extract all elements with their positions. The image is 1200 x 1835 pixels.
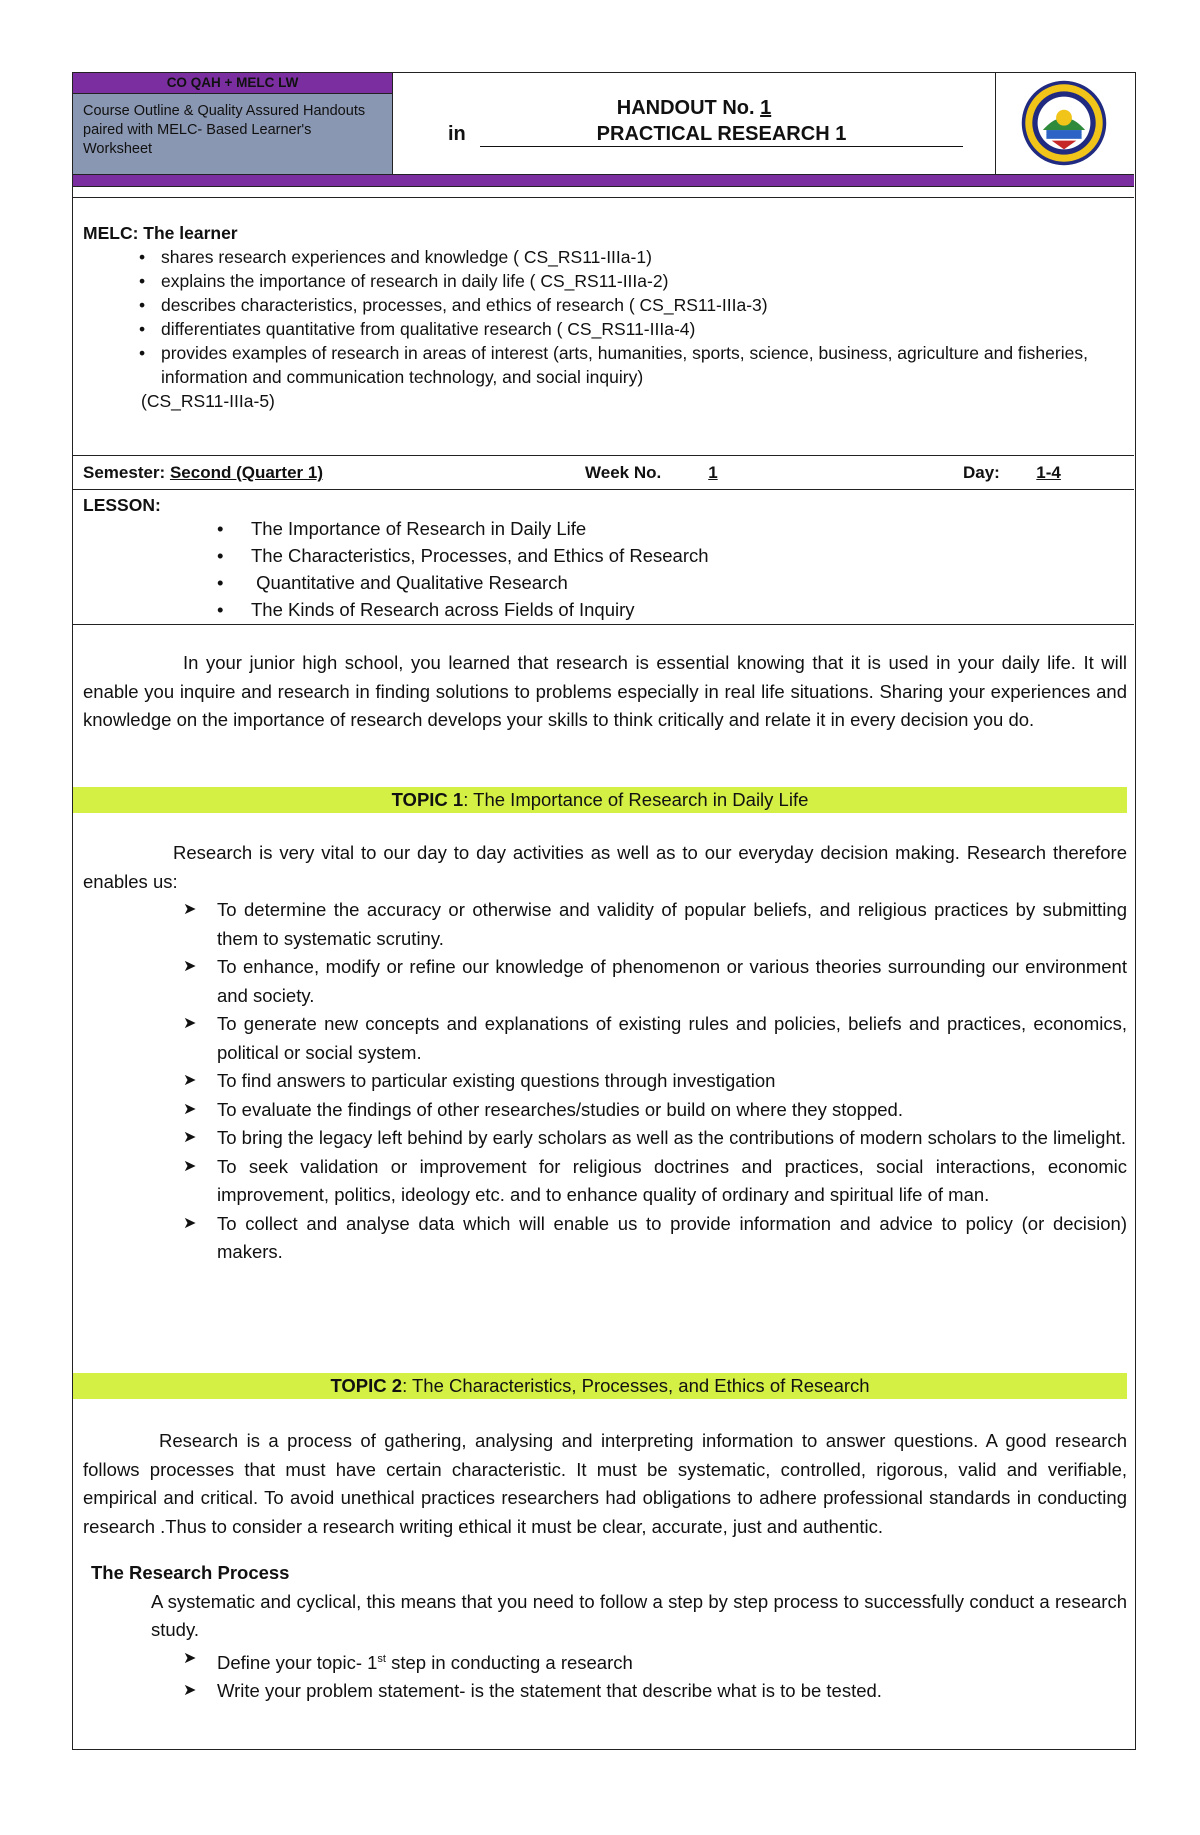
divider — [73, 489, 1134, 490]
header-band-white — [73, 186, 1134, 198]
header-title-box — [393, 73, 996, 174]
melc-item: • shares research experiences and knowledge ( CS_RS11-IIIa-1) — [161, 245, 1123, 269]
melc-list — [83, 245, 1123, 389]
topic2-label: TOPIC 2 — [330, 1375, 403, 1396]
handout-header — [73, 73, 1134, 174]
week-label: Week No. — [585, 463, 662, 482]
research-process-heading: The Research Process — [91, 1562, 290, 1583]
header-logo-box — [996, 73, 1134, 174]
topic1-banner — [73, 787, 1127, 813]
research-process-text: A systematic and cyclical, this means that you need to follow a step by step process to successfully conduct a research study. — [151, 1590, 1127, 1640]
step1-tail: step in conducting a research — [385, 1651, 633, 1673]
step1-ordinal: st — [377, 1652, 386, 1665]
week-value: 1 — [708, 463, 718, 482]
topic2-banner — [73, 1373, 1127, 1399]
divider — [73, 455, 1134, 456]
topic2-title: : The Characteristics, Processes, and Ethics of Research — [402, 1375, 870, 1396]
lesson-item: • The Kinds of Research across Fields of Inquiry — [217, 596, 709, 623]
purpose-point: ➤ To enhance, modify or refine our knowledge of phenomenon or various theories surrounding our environment and society. — [217, 953, 1127, 1010]
day-value: 1-4 — [1036, 463, 1061, 482]
day-label: Day: — [963, 463, 1000, 482]
lesson-item: • The Characteristics, Processes, and Ethics of Research — [217, 542, 709, 569]
lesson-label: LESSON: — [83, 495, 161, 515]
research-step: ➤ Write your problem statement- is the statement that describe what is to be tested. — [217, 1677, 1127, 1706]
topic2-content — [83, 1427, 1127, 1706]
melc-item: • provides examples of research in areas of interest (arts, humanities, sports, science, business, agriculture and fisheries, information and communication technology, and social inquiry) — [161, 341, 1123, 389]
in-label: in — [448, 123, 466, 145]
program-description: Course Outline & Quality Assured Handouts paired with MELC- Based Learner's Worksheet — [83, 103, 366, 157]
handout-label: HANDOUT No. — [616, 97, 755, 119]
handout-page — [72, 72, 1136, 1750]
purpose-point: ➤ To evaluate the findings of other researches/studies or build on where they stopped. — [217, 1096, 1127, 1125]
topic1-title: : The Importance of Research in Daily Life — [463, 789, 809, 810]
lesson-list — [217, 515, 709, 623]
purpose-point: ➤ To collect and analyse data which will enable us to provide information and advice to policy (or decision) makers. — [217, 1210, 1127, 1267]
semester-value: Second (Quarter 1) — [169, 463, 323, 482]
division-seal-logo — [1020, 79, 1108, 167]
divider — [73, 624, 1134, 625]
melc-section — [83, 221, 1123, 413]
lesson-item: • The Importance of Research in Daily Life — [217, 515, 709, 542]
research-steps — [83, 1645, 1127, 1706]
week-field — [585, 463, 760, 483]
intro-paragraph: In your junior high school, you learned that research is essential knowing that it is used in your daily life. It will enable you inquire and research in finding solutions to problems especially in real life situations. Sharing your experiences and knowledge on the importance of research develops your skills to think critically and relate it in every decision you do. — [83, 652, 1127, 730]
program-code: CO QAH + MELC LW — [73, 73, 392, 94]
step1-text: Define your topic- 1 — [217, 1651, 378, 1673]
melc-code-tail: (CS_RS11-IIIa-5) — [141, 391, 275, 411]
purpose-point: ➤ To bring the legacy left behind by early scholars as well as the contributions of modern scholars to the limelight. — [217, 1124, 1127, 1153]
topic1-points — [83, 896, 1127, 1267]
subject-title: PRACTICAL RESEARCH 1 — [480, 123, 963, 147]
purpose-point: ➤ To generate new concepts and explanations of existing rules and policies, beliefs and practices, economics, political or social system. — [217, 1010, 1127, 1067]
topic2-paragraph: Research is a process of gathering, analysing and interpreting information to answer questions. A good research follows processes that must have certain characteristic. It must be systematic, controlled, rigorous, valid and verifiable, empirical and critical. To avoid unethical practices researchers had obligations to adhere professional standards in conducting research .Thus to consider a research writing ethical it must be clear, accurate, just and authentic. — [83, 1430, 1127, 1537]
semester-field — [83, 463, 323, 483]
handout-number: 1 — [760, 97, 772, 119]
purpose-point: ➤ To seek validation or improvement for religious doctrines and practices, social interactions, economic improvement, politics, ideology etc. and to enhance quality of ordinary and spiritual life of man. — [217, 1153, 1127, 1210]
topic1-paragraph: Research is very vital to our day to day activities as well as to our everyday decision making. Research therefore enables us: — [83, 842, 1127, 892]
melc-item: • differentiates quantitative from qualitative research ( CS_RS11-IIIa-4) — [161, 317, 1123, 341]
header-info-box — [73, 73, 393, 174]
research-step — [217, 1645, 1127, 1678]
purpose-point: ➤ To determine the accuracy or otherwise and validity of popular beliefs, and religious practices by submitting them to systematic scrutiny. — [217, 896, 1127, 953]
day-field — [963, 463, 1093, 483]
topic1-content — [83, 839, 1127, 1267]
melc-item: • describes characteristics, processes, and ethics of research ( CS_RS11-IIIa-3) — [161, 293, 1123, 317]
purpose-point: ➤ To find answers to particular existing questions through investigation — [217, 1067, 1127, 1096]
lesson-item: • Quantitative and Qualitative Research — [217, 569, 709, 596]
handout-title — [393, 97, 995, 120]
topic1-label: TOPIC 1 — [391, 789, 464, 810]
melc-heading: MELC: The learner — [83, 223, 238, 243]
melc-item: • explains the importance of research in daily life ( CS_RS11-IIIa-2) — [161, 269, 1123, 293]
semester-label: Semester: — [83, 463, 166, 482]
